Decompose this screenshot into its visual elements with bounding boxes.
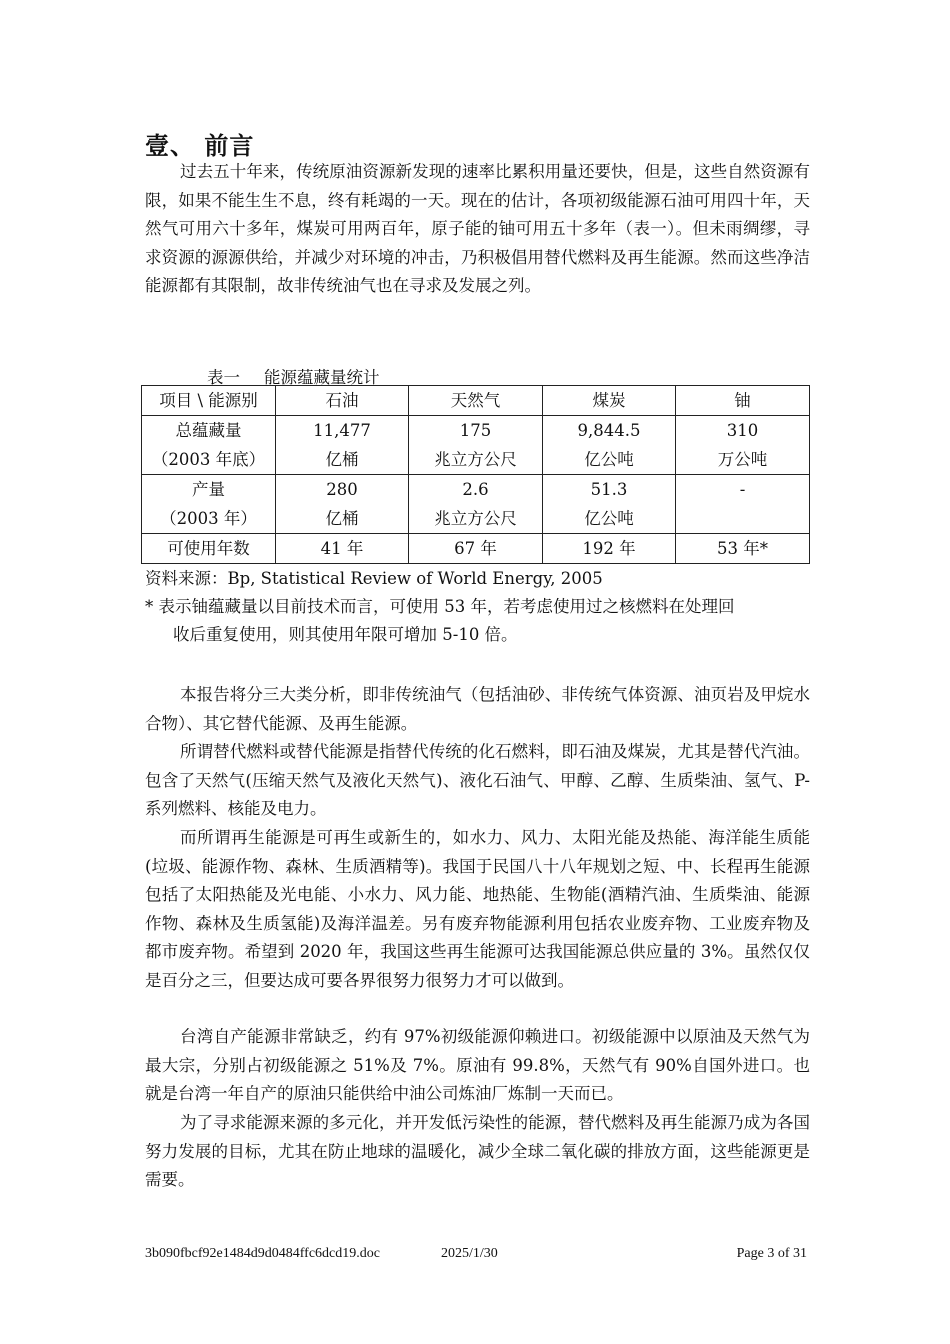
value-cell: 175 兆立方公尺 [409,416,543,475]
table-caption-label: 表一 [207,368,240,387]
value-cell: 51.3 亿公吨 [543,475,676,534]
row-label-cell: 可使用年数 [142,534,276,564]
footer-date: 2025/1/30 [441,1246,498,1261]
value-cell: 53 年* [676,534,810,564]
body-paragraph: 所谓替代燃料或替代能源是指替代传统的化石燃料，即石油及煤炭，尤其是替代汽油。包含了天然气(压缩天然气及液化天然气)、液化石油气、甲醇、乙醇、生质柴油、氢气、P-系列燃料、核能及电力。 [145,742,810,818]
energy-reserves-table [141,385,810,564]
table-source: 资料来源：Bp, Statistical Review of World Energy, 2005 [145,569,603,588]
value-cell: - [676,475,810,534]
table-footnote [145,593,813,649]
header-cell: 项目 \ 能源别 [142,386,276,416]
table-row-years-usable [142,534,810,564]
section-heading: 壹、 前言 [145,131,255,160]
value-cell: 2.6 兆立方公尺 [409,475,543,534]
value-cell: 280 亿桶 [276,475,409,534]
value-cell: 67 年 [409,534,543,564]
table-row-production [142,475,810,534]
value-cell: 310 万公吨 [676,416,810,475]
value-cell: 41 年 [276,534,409,564]
table-header-row [142,386,810,416]
table-caption-title: 能源蕴藏量统计 [264,368,380,387]
value-cell: 9,844.5 亿公吨 [543,416,676,475]
table-row-total-reserves [142,416,810,475]
body-paragraph: 台湾自产能源非常缺乏，约有 97%初级能源仰赖进口。初级能源中以原油及天然气为最大宗，分别占初级能源之 51%及 7%。原油有 99.8%，天然气有 90%自国外进口。也就是台湾一年自产的原油只能供给中油公司炼油厂炼制一天而已。 [145,1027,810,1103]
row-label-cell: 产量 （2003 年） [142,475,276,534]
value-cell: 192 年 [543,534,676,564]
footnote-line: 收后重复使用，则其使用年限可增加 5-10 倍。 [173,625,518,644]
header-cell: 天然气 [409,386,543,416]
header-cell: 石油 [276,386,409,416]
header-cell: 铀 [676,386,810,416]
footer-page-number: Page 3 of 31 [736,1246,807,1261]
row-label-cell: 总蕴藏量 （2003 年底） [142,416,276,475]
footer-filename: 3b090fbcf92e1484d9d0484ffc6dcd19.doc [145,1246,380,1261]
header-cell: 煤炭 [543,386,676,416]
body-paragraph: 而所谓再生能源是可再生或新生的，如水力、风力、太阳光能及热能、海洋能生质能(垃圾、能源作物、森林、生质酒精等)。我国于民国八十八年规划之短、中、长程再生能源包括了太阳热能及光电能、小水力、风力能、地热能、生物能(酒精汽油、生质柴油、能源作物、森林及生质氢能)及海洋温差。另有废弃物能源利用包括农业废弃物、工业废弃物及都市废弃物。希望到 2020 年，我国这些再生能源可达我国能源总供应量的 3%。虽然仅仅是百分之三，但要达成可要各界很努力很努力才可以做到。 [145,828,810,990]
footnote-line: * 表示铀蕴藏量以目前技术而言，可使用 53 年，若考虑使用过之核燃料在处理回 [145,597,735,616]
intro-paragraph: 过去五十年来，传统原油资源新发现的速率比累积用量还要快，但是，这些自然资源有限，如果不能生生不息，终有耗竭的一天。现在的估计，各项初级能源石油可用四十年，天然气可用六十多年，煤炭可用两百年，原子能的铀可用五十多年（表一）。但未雨绸缪，寻求资源的源源供给，并减少对环境的冲击，乃积极倡用替代燃料及再生能源。然而这些净洁能源都有其限制，故非传统油气也在寻求及发展之列。 [145,162,810,295]
body-paragraph: 本报告将分三大类分析，即非传统油气（包括油砂、非传统气体资源、油页岩及甲烷水合物）、其它替代能源、及再生能源。 [145,685,810,733]
value-cell: 11,477 亿桶 [276,416,409,475]
body-paragraph: 为了寻求能源来源的多元化，并开发低污染性的能源，替代燃料及再生能源乃成为各国努力发展的目标，尤其在防止地球的温暖化，减少全球二氧化碳的排放方面，这些能源更是需要。 [145,1113,810,1189]
